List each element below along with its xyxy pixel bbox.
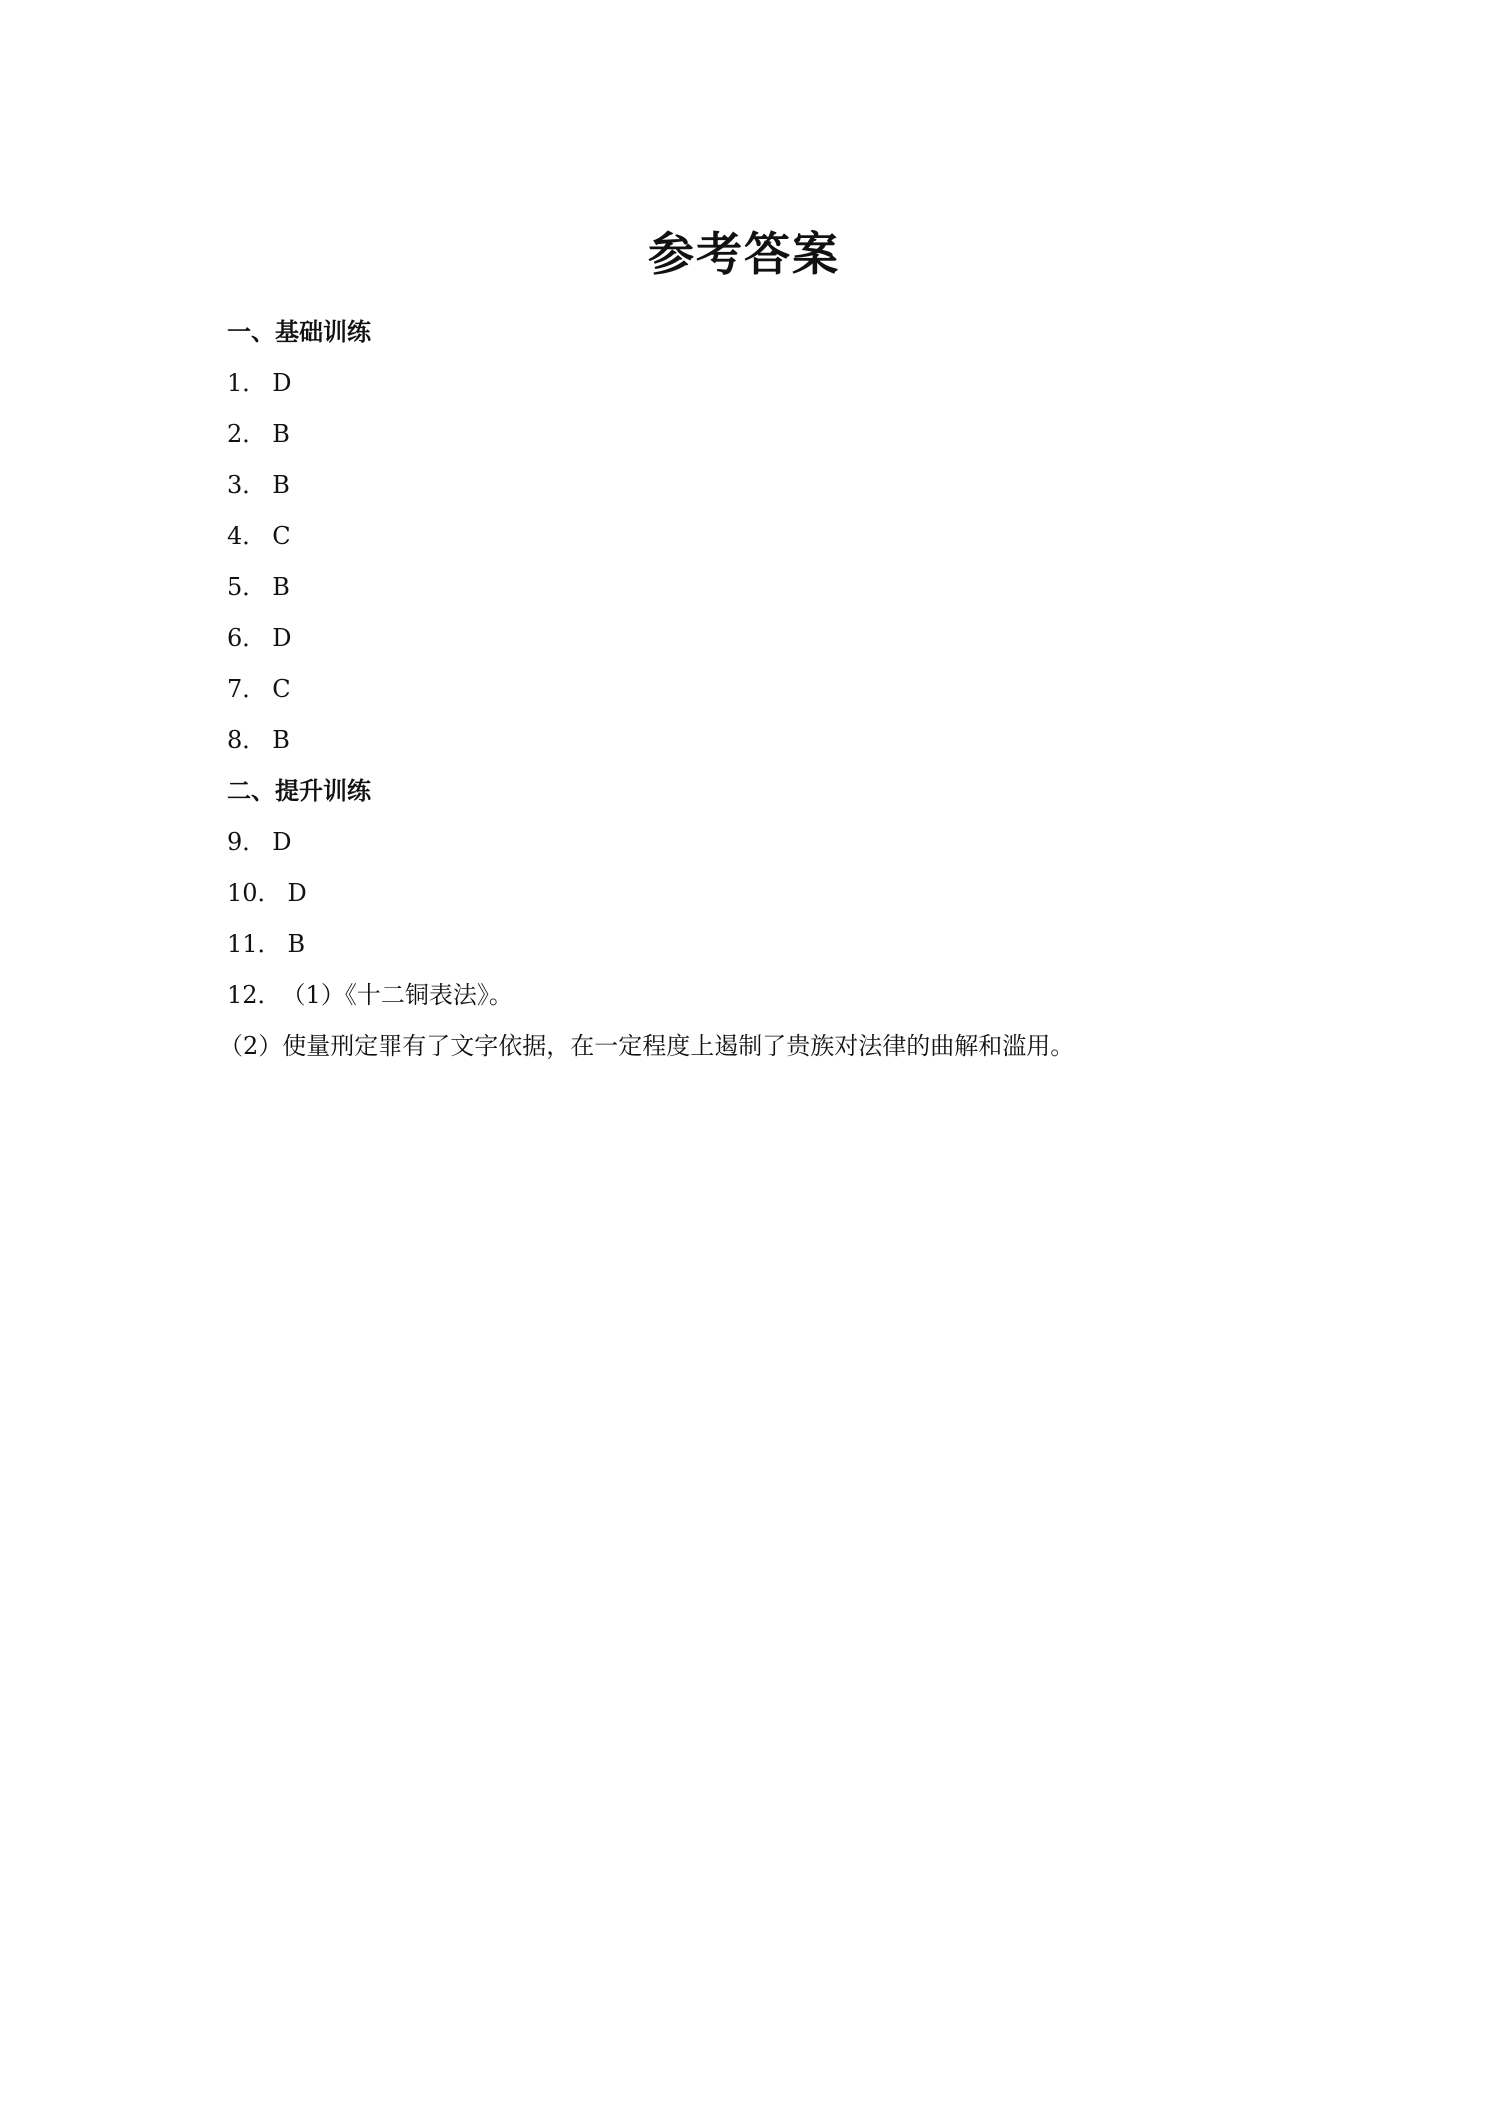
item-number: 3．: [227, 471, 267, 499]
answer-item: [227, 621, 1277, 672]
item-answer: B: [272, 471, 290, 499]
item-answer: B: [272, 420, 290, 448]
item-number: 10．: [227, 879, 282, 907]
item-answer: B: [272, 573, 290, 601]
answer-item: [227, 468, 1277, 519]
answer-item: [227, 519, 1277, 570]
item-number: 4．: [227, 522, 267, 550]
item-answer: B: [287, 930, 306, 958]
item-number: 8．: [227, 726, 267, 754]
answer-item: [227, 825, 1277, 876]
item-number: 5．: [227, 573, 267, 601]
item-number: 7．: [227, 675, 267, 703]
item-answer: （1）《十二铜表法》。: [281, 981, 513, 1009]
answer-item: [227, 876, 1277, 927]
item-answer: D: [272, 624, 292, 652]
item-answer: D: [272, 369, 292, 397]
item-answer: D: [287, 879, 307, 907]
section-heading-advanced: 二、提升训练: [227, 777, 371, 805]
item-number: 1．: [227, 369, 267, 397]
item-number: 11．: [227, 930, 282, 958]
answer-content: [219, 315, 1277, 1080]
answer-item: [227, 723, 1277, 774]
answer-item: [227, 978, 1277, 1029]
answer-item: [227, 366, 1277, 417]
item-number: 12．: [227, 981, 282, 1009]
item-answer: D: [272, 828, 292, 856]
item-answer: C: [272, 675, 291, 703]
page-title: 参考答案: [648, 227, 840, 281]
answer-item: [227, 927, 1277, 978]
answer-item: [227, 417, 1277, 468]
item-number: 9．: [227, 828, 267, 856]
answer-subitem: （2）使量刑定罪有了文字依据，在一定程度上遏制了贵族对法律的曲解和滥用。: [219, 1032, 1075, 1060]
item-number: 6．: [227, 624, 267, 652]
item-answer: C: [272, 522, 291, 550]
section-heading-basic: 一、基础训练: [227, 318, 371, 346]
answer-item: [227, 672, 1277, 723]
item-number: 2．: [227, 420, 267, 448]
item-answer: B: [272, 726, 290, 754]
answer-item: [227, 570, 1277, 621]
